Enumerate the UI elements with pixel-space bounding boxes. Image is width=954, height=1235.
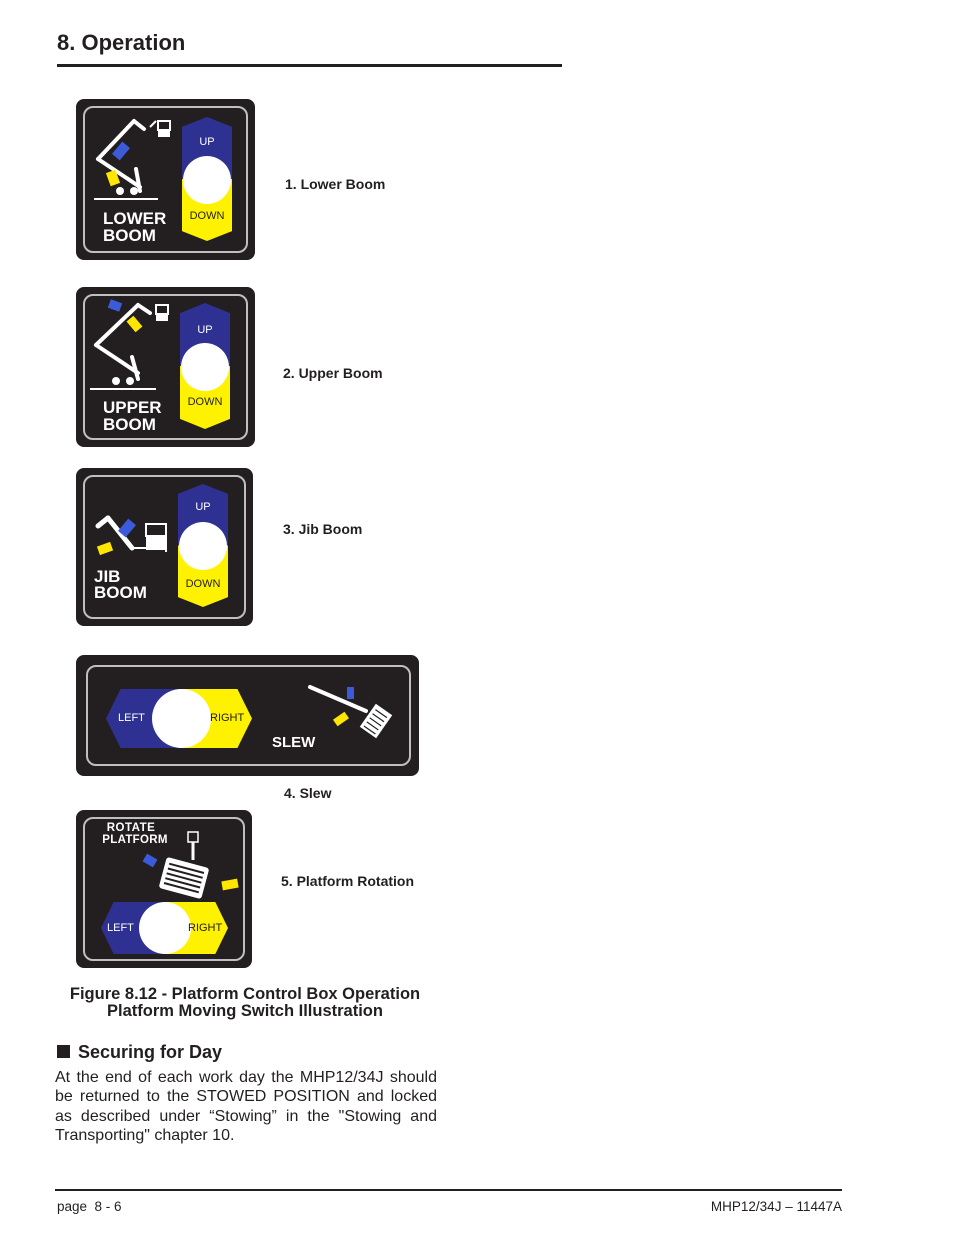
rotate-platform-label-2: PLATFORM (102, 834, 168, 846)
slew-pedal-diagram (76, 655, 419, 776)
upper-boom-down-label: DOWN (187, 396, 223, 408)
slew-label: SLEW (272, 734, 316, 751)
jib-boom-switch-knob[interactable] (179, 522, 227, 570)
upper-boom-label-1: UPPER (103, 398, 162, 417)
caption-platform-rotation: 5. Platform Rotation (281, 873, 415, 889)
section-heading-text: Securing for Day (78, 1042, 223, 1062)
page-number: page 8 - 6 (57, 1199, 122, 1214)
lower-boom-label-1: LOWER (103, 209, 167, 228)
figure-caption-line-2: Platform Moving Switch Illustration (107, 1002, 383, 1020)
upper-boom-panel (76, 287, 255, 447)
page-title: 8. Operation (57, 30, 186, 55)
upper-boom-up-label: UP (197, 324, 213, 336)
slew-left-label: LEFT (118, 712, 145, 724)
caption-slew: 4. Slew (284, 785, 332, 801)
footer-rule (55, 1189, 842, 1191)
rotate-platform-label-1: ROTATE (106, 822, 156, 834)
jib-boom-label-1: JIB (94, 567, 121, 586)
platform-rotation-panel (76, 810, 252, 968)
lower-boom-label-2: BOOM (103, 226, 156, 245)
slew-right-label: RIGHT (210, 712, 245, 724)
section-heading (57, 1042, 222, 1063)
lower-boom-down-label: DOWN (189, 210, 225, 222)
body-paragraph: At the end of each work day the MHP12/34J should be returned to the STOWED POSITION and locked as described under “Stowing” in the "Stowing and Transporting" chapter 10. (55, 1069, 437, 1144)
document-id: MHP12/34J – 11447A (710, 1199, 842, 1214)
platform-rotation-switch-knob[interactable] (139, 902, 191, 954)
upper-boom-switch-knob[interactable] (181, 343, 229, 391)
figure-caption-line-1: Figure 8.12 - Platform Control Box Operation (69, 985, 421, 1003)
title-rule (57, 64, 562, 67)
lower-boom-panel (76, 99, 255, 260)
platform-rotation-right-label: RIGHT (188, 922, 223, 934)
lower-boom-up-label: UP (199, 136, 215, 148)
platform-rotation-left-label: LEFT (107, 922, 134, 934)
upper-boom-label-2: BOOM (103, 415, 156, 434)
caption-lower-boom: 1. Lower Boom (285, 176, 386, 192)
lower-boom-switch-knob[interactable] (183, 156, 231, 204)
jib-boom-panel (76, 468, 253, 626)
caption-jib-boom: 3. Jib Boom (283, 521, 363, 537)
jib-boom-down-label: DOWN (185, 578, 221, 590)
slew-panel (76, 655, 419, 776)
up-arrow-icon (347, 687, 354, 699)
caption-upper-boom: 2. Upper Boom (283, 365, 383, 381)
jib-boom-up-label: UP (195, 501, 211, 513)
jib-boom-label-2: BOOM (94, 583, 147, 602)
square-bullet-icon (57, 1045, 70, 1058)
